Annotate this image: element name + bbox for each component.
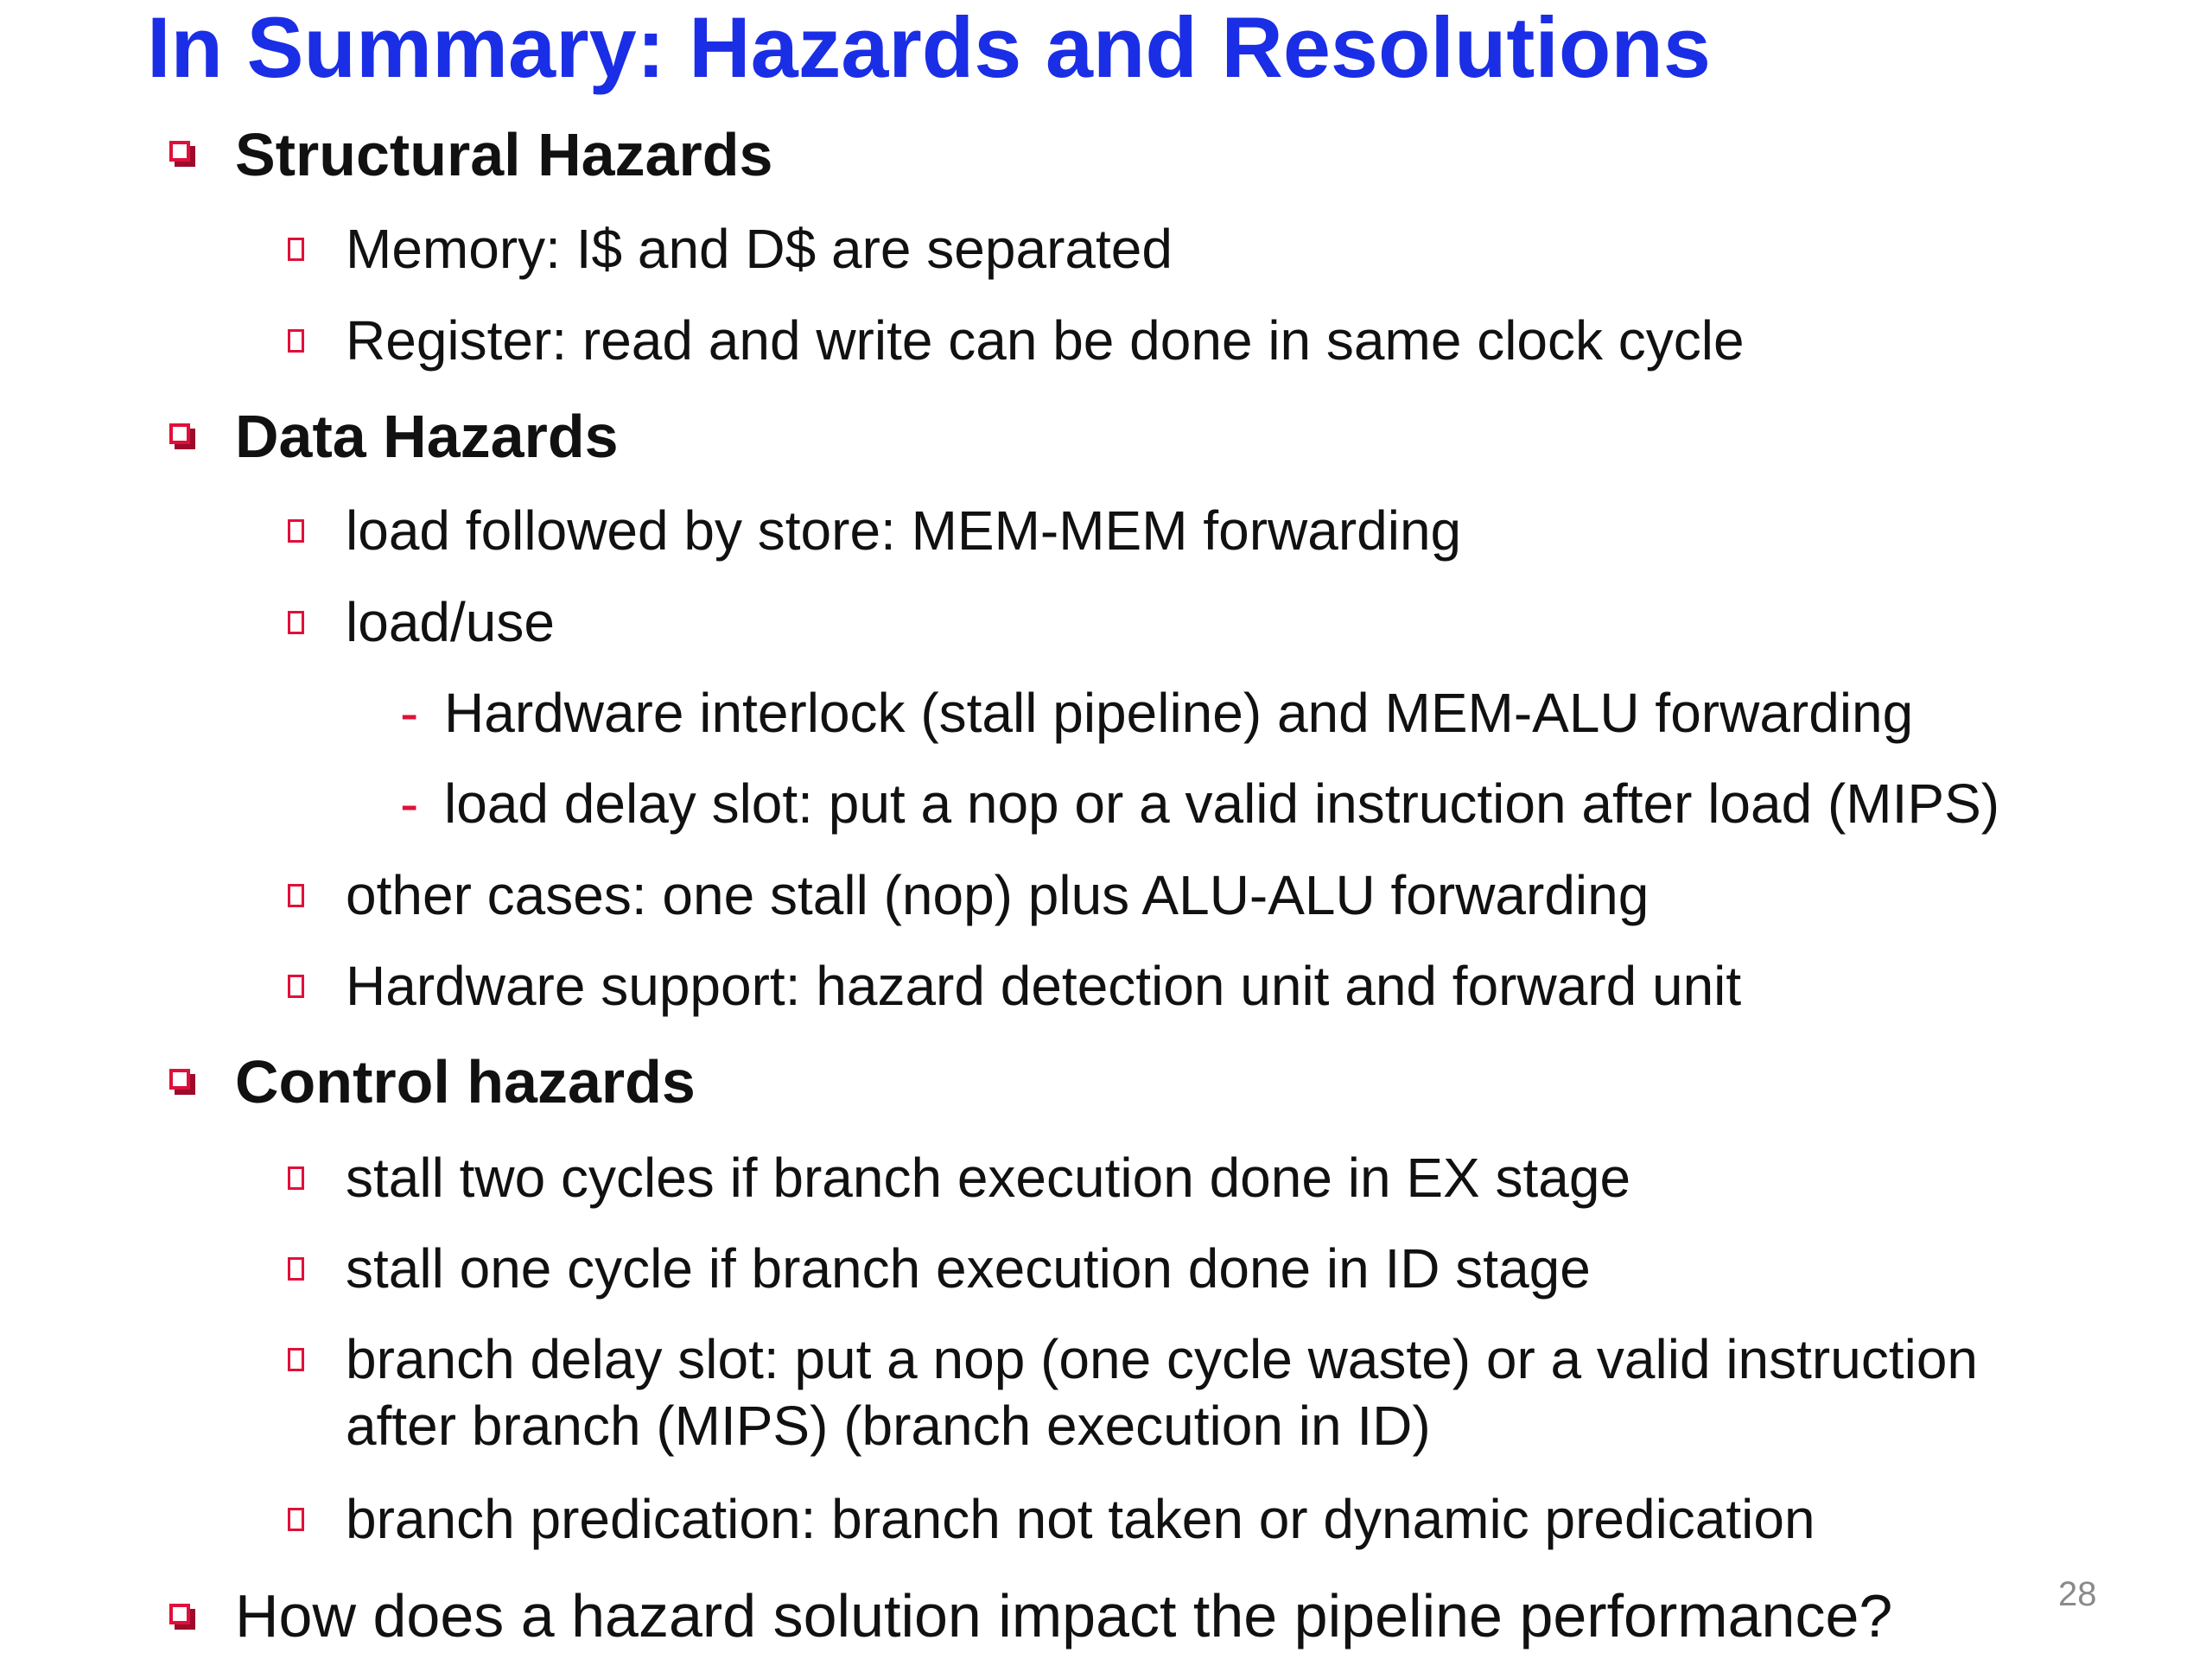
list-item: Register: read and write can be done in same clock cycle	[346, 309, 1745, 372]
small-square-bullet-icon	[288, 1257, 304, 1281]
square-shadow-bullet-icon	[169, 1604, 190, 1624]
square-shadow-bullet-icon	[169, 423, 190, 444]
small-square-bullet-icon	[288, 611, 304, 634]
square-shadow-bullet-icon	[169, 141, 190, 162]
list-item: Hardware support: hazard detection unit and forward unit	[346, 955, 1742, 1017]
small-square-bullet-icon	[288, 238, 304, 261]
list-item: branch delay slot: put a nop (one cycle waste) or a valid instruction	[346, 1328, 1978, 1390]
sub-list-item: Hardware interlock (stall pipeline) and MEM-ALU forwarding	[444, 682, 1914, 744]
small-square-bullet-icon	[288, 884, 304, 907]
section-heading-data: Data Hazards	[235, 403, 619, 470]
list-item: load/use	[346, 591, 555, 653]
small-square-bullet-icon	[288, 1508, 304, 1531]
section-heading-structural: Structural Hazards	[235, 121, 773, 188]
small-square-bullet-icon	[288, 519, 304, 543]
square-shadow-bullet-icon	[169, 1069, 190, 1090]
list-item: load followed by store: MEM-MEM forwarding	[346, 499, 1462, 562]
dash-bullet-icon: -	[400, 772, 419, 835]
list-item: stall one cycle if branch execution done in ID stage	[346, 1237, 1591, 1300]
section-heading-control: Control hazards	[235, 1048, 696, 1116]
small-square-bullet-icon	[288, 329, 304, 353]
list-item-continuation: after branch (MIPS) (branch execution in ID)	[346, 1395, 1431, 1457]
small-square-bullet-icon	[288, 1348, 304, 1371]
sub-list-item: load delay slot: put a nop or a valid instruction after load (MIPS)	[444, 772, 2000, 835]
list-item: Memory: I$ and D$ are separated	[346, 218, 1173, 280]
page-number: 28	[2058, 1575, 2097, 1613]
small-square-bullet-icon	[288, 975, 304, 998]
small-square-bullet-icon	[288, 1166, 304, 1190]
closing-question: How does a hazard solution impact the pipeline performance?	[235, 1582, 1893, 1649]
list-item: other cases: one stall (nop) plus ALU-ALU forwarding	[346, 864, 1649, 926]
page-title: In Summary: Hazards and Resolutions	[147, 0, 1711, 95]
list-item: branch predication: branch not taken or dynamic predication	[346, 1488, 1815, 1550]
list-item: stall two cycles if branch execution done in EX stage	[346, 1147, 1631, 1209]
dash-bullet-icon: -	[400, 682, 419, 744]
